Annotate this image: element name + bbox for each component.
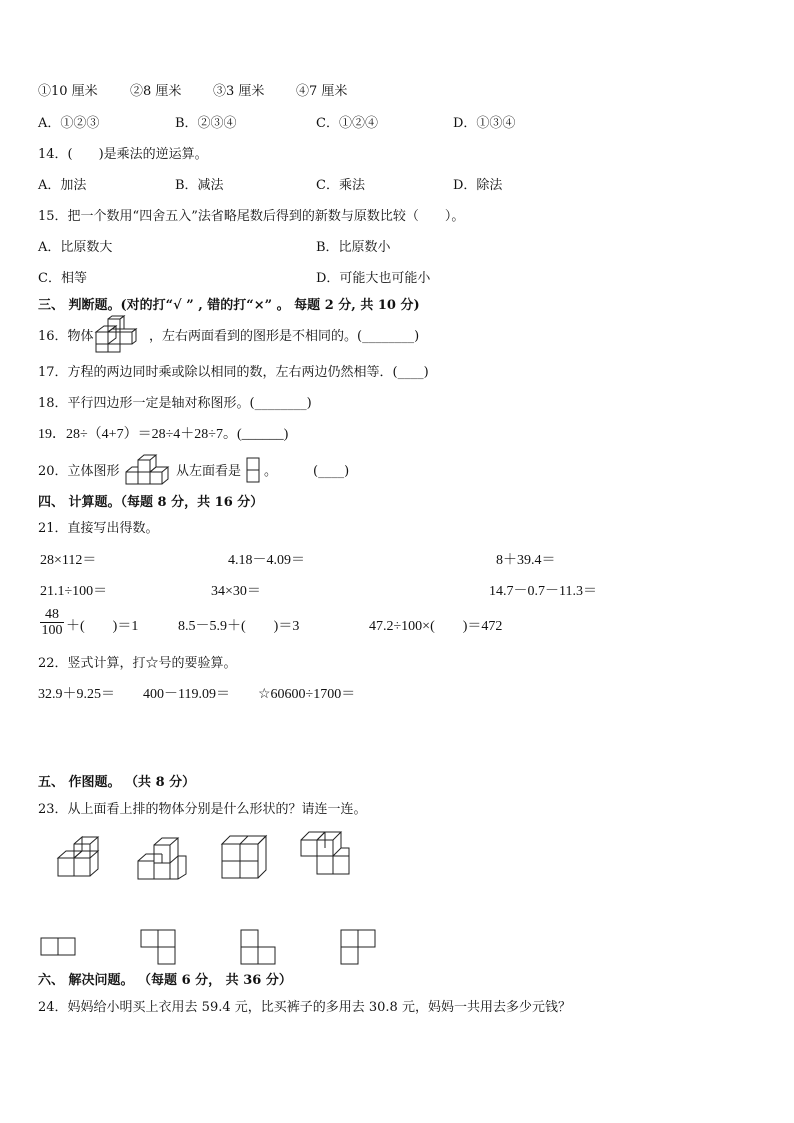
q15-stem: 15．把一个数用“四舍五入”法省略尾数后得到的新数与原数比较（ ）。	[38, 209, 465, 224]
q20-left-view-figure	[246, 457, 262, 485]
q14-option-d: D．除法	[453, 178, 503, 193]
q15-option-c: C．相等	[38, 271, 87, 286]
fraction-numerator: 48	[45, 607, 59, 622]
q13-length-2: ②8 厘米	[130, 84, 182, 99]
q13-length-1: ①10 厘米	[38, 84, 98, 99]
q23-solid-figure-3	[220, 830, 270, 882]
q23-solid-figure-1	[56, 840, 104, 880]
section-4-title: 四、 计算题。（每题 8 分，共 16 分）	[38, 495, 264, 510]
q13-option-a: A．①②③	[38, 116, 100, 131]
q13-length-3: ③3 厘米	[213, 84, 265, 99]
q21-item: 28×112＝	[40, 553, 97, 568]
q14-option-a: A．加法	[38, 178, 87, 193]
q21-item: 8＋39.4＝	[496, 553, 556, 568]
q20-suffix: 。	[264, 464, 278, 479]
q15-option-a: A．比原数大	[38, 240, 113, 255]
q15-option-d: D．可能大也可能小	[316, 271, 431, 286]
q24-statement: 24．妈妈给小明买上衣用去 59.4 元，比买裤子的多用去 30.8 元，妈妈一共用去多少元钱？	[38, 1000, 571, 1015]
q14-option-b: B．减法	[175, 178, 224, 193]
q22-stem: 22．竖式计算，打☆号的要验算。	[38, 656, 237, 671]
q23-top-view-4	[340, 928, 378, 968]
q16-cube-figure	[92, 318, 150, 354]
q17-statement: 17．方程的两边同时乘或除以相同的数，左右两边仍然相等．(____)	[38, 365, 429, 380]
q16-statement: ，左右两面看到的图形是不相同的。(________)	[149, 329, 420, 344]
section-3-title: 三、 判断题。(对的打“√ ” , 错的打“×” 。 每题 2 分, 共 10 分)	[38, 298, 420, 313]
q16-prefix: 16．物体	[38, 329, 94, 344]
q19-statement: 19．28÷（4+7）＝28÷4＋28÷7。(______)	[38, 427, 289, 442]
q20-middle: 从左面看是	[176, 464, 242, 479]
q21-item: 47.2÷100×( )＝472	[369, 619, 503, 634]
q18-statement: 18．平行四边形一定是轴对称图形。(________)	[38, 396, 312, 411]
q21-item: 34×30＝	[211, 584, 261, 599]
q21-stem: 21．直接写出得数。	[38, 521, 159, 536]
q14-stem: 14．( )是乘法的逆运算。	[38, 147, 208, 162]
q20-answer-blank[interactable]: (____)	[313, 464, 350, 479]
q14-option-c: C．乘法	[316, 178, 365, 193]
q15-option-b: B．比原数小	[316, 240, 391, 255]
q23-top-view-2	[140, 928, 178, 968]
q21-fraction	[40, 607, 64, 638]
section-6-title: 六、 解决问题。 （每题 6 分， 共 36 分）	[38, 973, 292, 988]
q21-item: 14.7－0.7－11.3＝	[489, 584, 597, 599]
q21-item: 21.1÷100＝	[40, 584, 108, 599]
section-5-title: 五、 作图题。 （共 8 分）	[38, 775, 196, 790]
q21-item: ＋( )＝1	[66, 619, 139, 634]
q23-top-view-3	[240, 928, 278, 968]
q23-top-view-1	[40, 936, 78, 958]
q21-item: 8.5－5.9＋( )＝3	[178, 619, 300, 634]
q13-option-c: C．①②④	[316, 116, 378, 131]
q13-option-b: B．②③④	[175, 116, 237, 131]
q13-option-d: D．①③④	[453, 116, 516, 131]
q20-prefix: 20．立体图形	[38, 464, 120, 479]
q13-length-4: ④7 厘米	[296, 84, 348, 99]
q23-solid-figure-4	[299, 826, 355, 882]
fraction-denominator: 100	[41, 623, 63, 638]
q20-solid-figure	[124, 452, 176, 488]
q22-item: ☆60600÷1700＝	[258, 687, 356, 702]
q21-item: 4.18－4.09＝	[228, 553, 305, 568]
q23-stem: 23．从上面看上排的物体分别是什么形状的？请连一连。	[38, 802, 367, 817]
q22-item: 32.9＋9.25＝	[38, 687, 115, 702]
q23-solid-figure-2	[136, 833, 190, 883]
q22-item: 400－119.09＝	[143, 687, 230, 702]
